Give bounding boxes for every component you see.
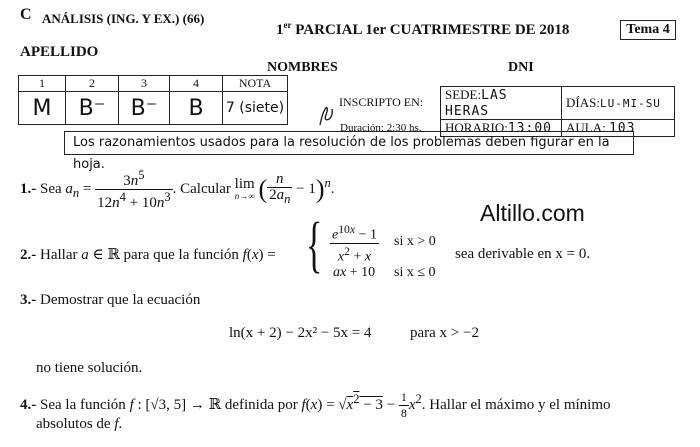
grade-header: 2 (66, 76, 119, 92)
case-2-expr: ax + 10 (333, 265, 376, 280)
dias-label: DÍAS: (566, 95, 600, 110)
watermark: Altillo.com (480, 200, 585, 226)
case-1-expr: $\frac{e^{10x} - 1}{x^2 + x}$ (332, 223, 377, 265)
duracion-label: Duración: 2:30 hs. (340, 122, 422, 134)
aula-value: 103 (608, 121, 636, 136)
aula-label: AULA: (566, 120, 606, 135)
question-2-tail: sea derivable en x = 0. (455, 246, 591, 262)
question-4-end: absolutos de f. (36, 416, 123, 432)
inscripto-label: INSCRIPTO EN: (339, 95, 424, 109)
tema-badge: Tema 4 (620, 20, 676, 40)
case-2-cond: si x ≤ 0 (394, 265, 436, 280)
question-2: 2.- Hallar a ∈ ℝ para que la función f(x) = (20, 247, 276, 263)
sede-label: SEDE: (445, 87, 482, 102)
question-3-end: no tiene solución. (36, 360, 143, 376)
equation-3: ln(x + 2) − 2x² − 5x = 4 (229, 325, 372, 341)
dias-value: LU-MI-SU (599, 97, 661, 110)
exam-title: 1er PARCIAL 1er CUATRIMESTRE DE 2018 (276, 20, 570, 38)
dni-label: DNI (508, 60, 534, 75)
question-3: 3.- Demostrar que la ecuación (20, 292, 201, 308)
grade-header: 3 (119, 76, 170, 92)
grade-header: NOTA (223, 76, 288, 92)
grade-header: 1 (19, 76, 66, 92)
grade-value: M (19, 92, 66, 125)
question-1: 1.- Sea $a_n$ = $\frac{3n^5}{12n^4 + 10n^3}$ . Calcular lim n→∞ ( $\frac{n}{2a_n}$ − 1)$^n$. (20, 168, 335, 211)
brace-icon: { (306, 211, 323, 279)
sede-table (440, 86, 675, 137)
header-letter: C (20, 6, 32, 23)
grade-header: 4 (170, 76, 223, 92)
apellido-label: APELLIDO (20, 44, 99, 60)
horario-value: 13:00 (507, 121, 552, 136)
grade-value: 7 (siete) (223, 92, 288, 125)
grade-value: B⁻ (66, 92, 119, 125)
signature-icon (316, 101, 338, 129)
equation-3-condition: para x > −2 (410, 325, 479, 341)
question-4: 4.- Sea la función f : [√3, 5] → ℝ definida por $f(x) = √x^2 - 3$ − $\frac{1}{8}$ $x^2$. Hallar el máximo y el mínimo (20, 390, 611, 420)
grades-table (18, 75, 288, 125)
grade-value: B⁻ (119, 92, 170, 125)
sede-value: LAS HERAS (445, 88, 508, 119)
horario-label: HORARIO: (445, 120, 508, 135)
nombres-label: NOMBRES (267, 60, 338, 75)
notice-box: Los razonamientos usados para la resolución de los problemas deben figurar en la hoja. (64, 131, 634, 155)
course-title: ANÁLISIS (ING. Y EX.) (66) (42, 11, 205, 26)
grade-value: B (170, 92, 223, 125)
case-1-cond: si x > 0 (394, 234, 436, 249)
